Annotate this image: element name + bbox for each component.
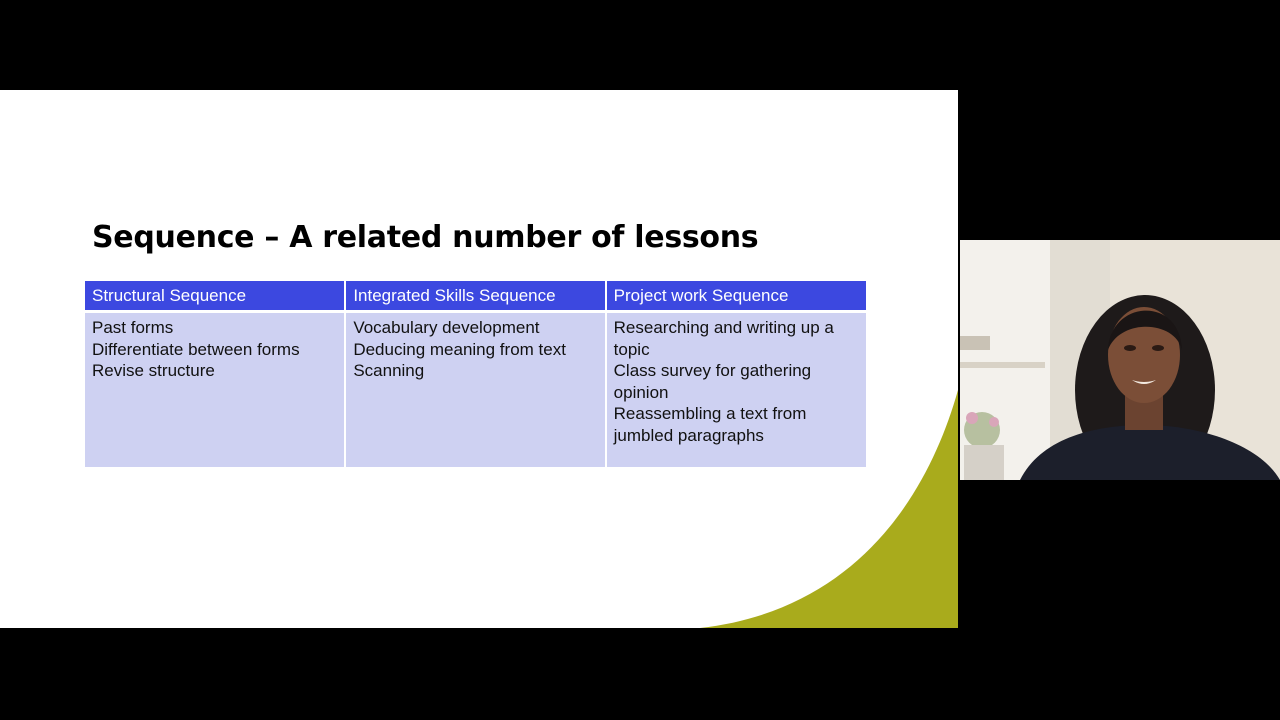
presenter-webcam-feed (960, 240, 1280, 480)
list-item: Vocabulary development (353, 318, 540, 337)
list-item: Researching and writing up a topic (613, 318, 834, 359)
list-item: Class survey for gathering opinion (613, 361, 812, 402)
slide-title: Sequence – A related number of lessons (92, 220, 759, 255)
list-item: Reassembling a text from jumbled paragraphs (613, 404, 807, 445)
table-header-row (85, 281, 866, 312)
presentation-slide (0, 90, 958, 628)
list-item: Past forms (92, 318, 174, 337)
sequence-table (85, 281, 866, 467)
list-item: Differentiate between forms (92, 339, 300, 359)
list-item: Scanning (353, 361, 425, 380)
table-row (85, 312, 866, 468)
header-integrated-skills-sequence: Integrated Skills Sequence (345, 281, 605, 312)
cell-project-work-sequence (606, 312, 866, 468)
header-structural-sequence: Structural Sequence (85, 281, 345, 312)
cell-integrated-skills-sequence (345, 312, 605, 468)
header-project-work-sequence: Project work Sequence (606, 281, 866, 312)
presenter-image (960, 240, 1280, 480)
list-item: Revise structure (92, 361, 215, 380)
list-item: Deducing meaning from text (353, 339, 566, 359)
cell-structural-sequence (85, 312, 345, 468)
